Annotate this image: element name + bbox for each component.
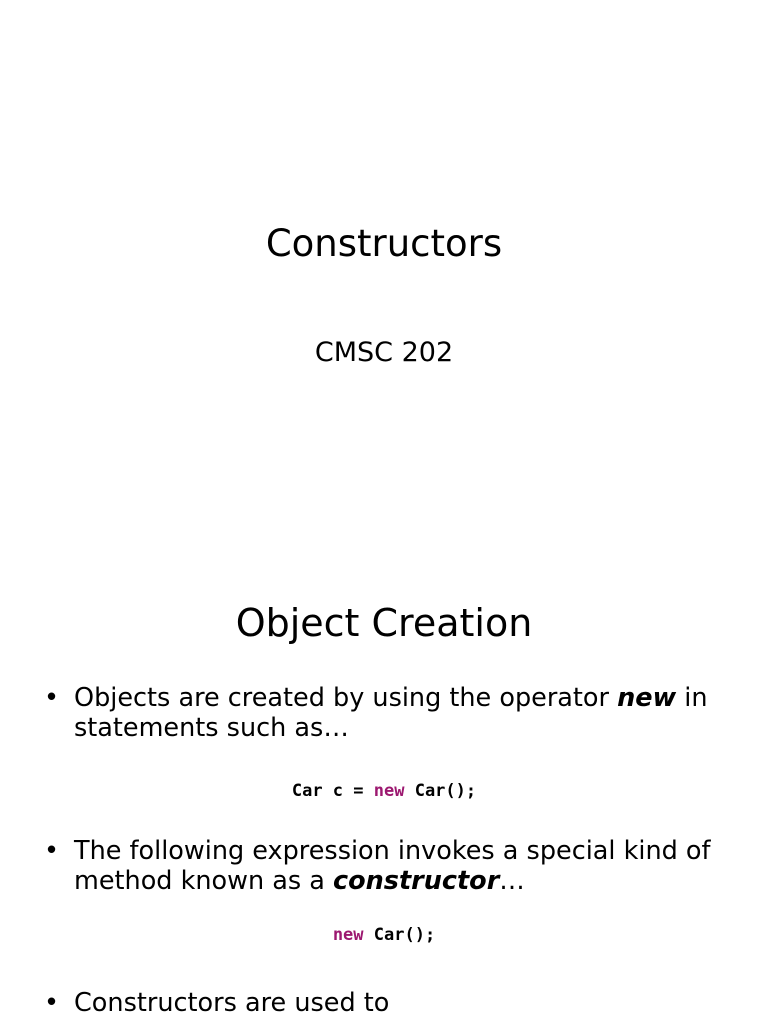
bullet-keyword: constructor: [332, 866, 500, 896]
bullet-item: [74, 683, 734, 743]
code-text: Car();: [404, 781, 477, 801]
code-keyword: new: [373, 781, 405, 801]
code-text: Car();: [363, 925, 436, 945]
slide-object-creation: [0, 576, 768, 1024]
bullet-text: …: [499, 866, 525, 896]
code-snippet: [0, 925, 768, 945]
bullet-text: in statements such as…: [74, 683, 708, 743]
bullet-item: [74, 988, 734, 1018]
slide-subtitle: CMSC 202: [314, 337, 454, 368]
code-text: Car c =: [291, 781, 374, 801]
bullet-text: Objects are created by using the operator: [74, 683, 618, 713]
slide-title: Constructors: [265, 222, 503, 265]
bullet-item: [74, 836, 734, 896]
slide-title: Object Creation: [235, 601, 533, 645]
bullet-text: The following expression invokes a special kind of method known as a: [74, 836, 711, 896]
code-snippet: [0, 781, 768, 801]
code-keyword: new: [332, 925, 364, 945]
bullet-keyword: new: [617, 683, 677, 713]
bullet-text: Constructors are used to: [74, 988, 390, 1018]
